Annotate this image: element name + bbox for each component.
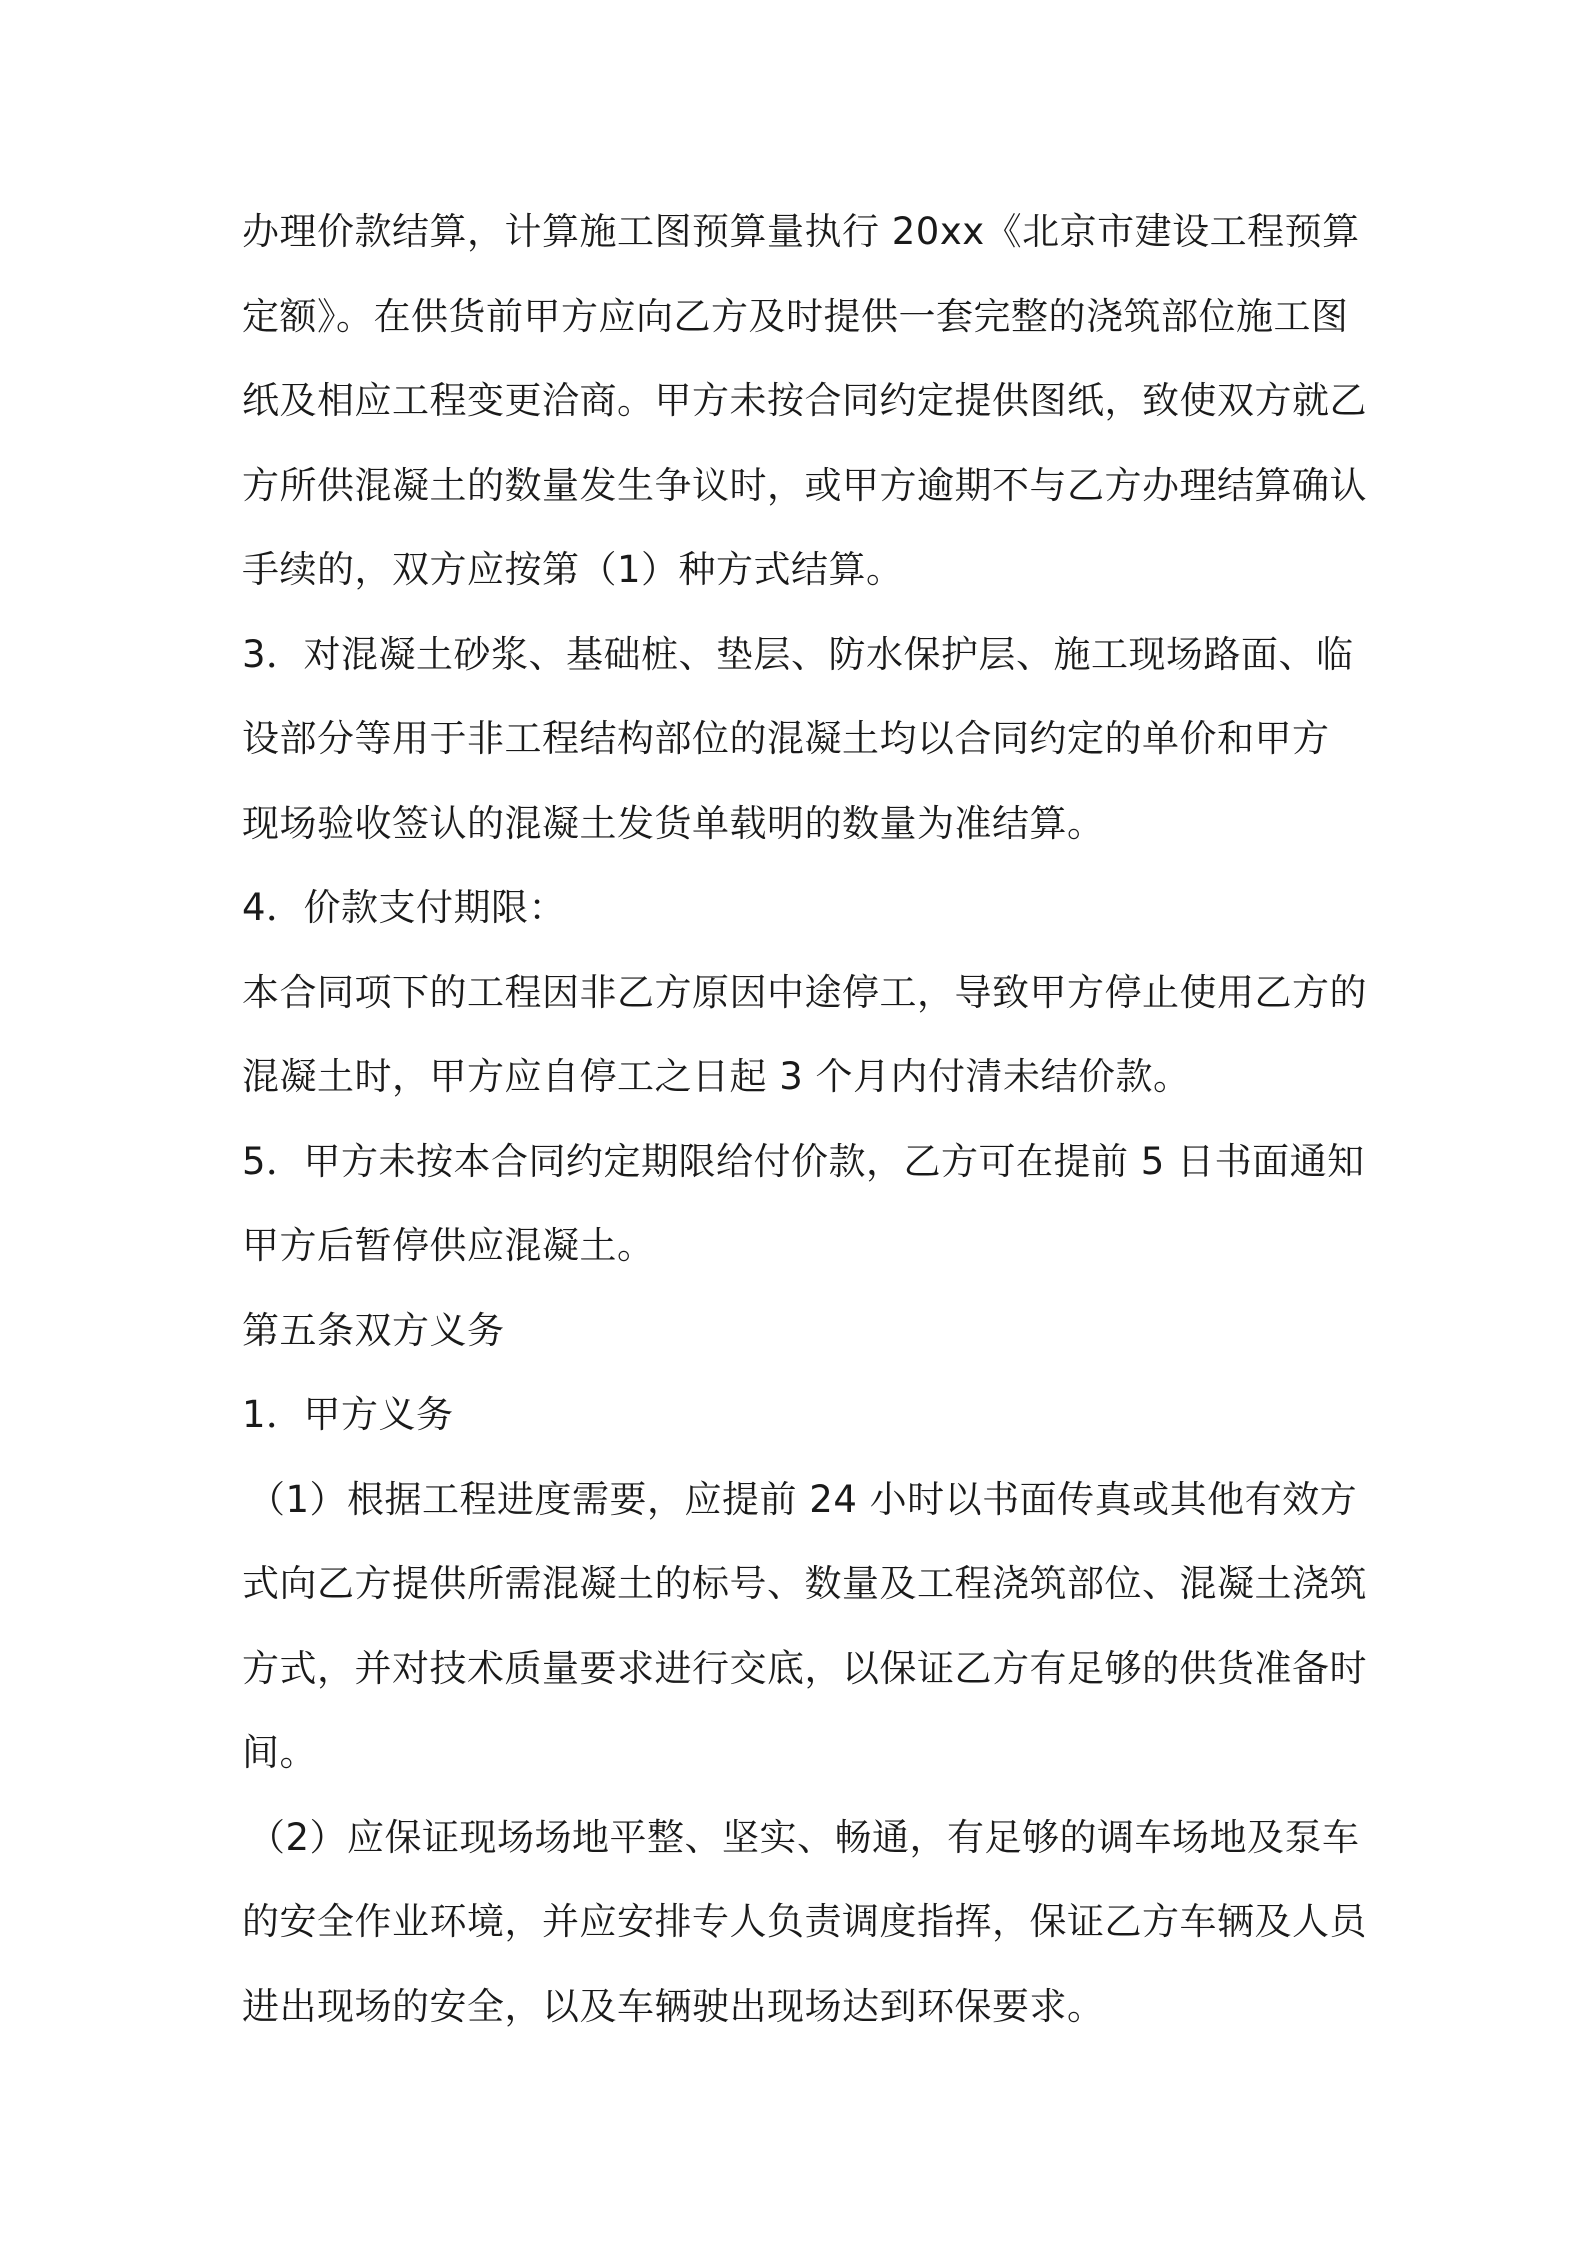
document-body <box>242 190 1367 2049</box>
text-line: 本合同项下的工程因非乙方原因中途停工，导致甲方停止使用乙方的 <box>242 970 1367 1014</box>
text-line: 甲方后暂停供应混凝土。 <box>242 1224 655 1267</box>
text-line: 设部分等用于非工程结构部位的混凝土均以合同约定的单价和甲方 <box>242 717 1330 760</box>
text-line: 4．价款支付期限： <box>242 886 567 929</box>
text-line: 办理价款结算，计算施工图预算量执行 20xx《北京市建设工程预算 <box>242 210 1360 253</box>
section-heading: 第五条双方义务 <box>242 1308 505 1352</box>
subsection-heading: 1．甲方义务 <box>242 1393 454 1436</box>
text-line: （1）根据工程进度需要，应提前 24 小时以书面传真或其他有效方 <box>248 1477 1358 1521</box>
text-line: 现场验收签认的混凝土发货单载明的数量为准结算。 <box>242 801 1105 845</box>
text-line: 纸及相应工程变更洽商。甲方未按合同约定提供图纸，致使双方就乙 <box>242 379 1367 422</box>
text-line: 3．对混凝土砂浆、基础桩、垫层、防水保护层、施工现场路面、临 <box>242 632 1354 676</box>
text-line: 的安全作业环境，并应安排专人负责调度指挥，保证乙方车辆及人员 <box>242 1900 1367 1943</box>
text-line: 方式，并对技术质量要求进行交底，以保证乙方有足够的供货准备时 <box>242 1646 1367 1690</box>
text-line: 混凝土时，甲方应自停工之日起 3 个月内付清未结价款。 <box>242 1055 1191 1098</box>
text-line: 方所供混凝土的数量发生争议时，或甲方逾期不与乙方办理结算确认 <box>242 463 1367 507</box>
text-line: 手续的，双方应按第（1）种方式结算。 <box>242 548 904 591</box>
text-line: 5．甲方未按本合同约定期限给付价款，乙方可在提前 5 日书面通知 <box>242 1139 1365 1183</box>
text-line: （2）应保证现场场地平整、坚实、畅通，有足够的调车场地及泵车 <box>248 1815 1360 1859</box>
text-line: 式向乙方提供所需混凝土的标号、数量及工程浇筑部位、混凝土浇筑 <box>242 1562 1367 1605</box>
text-line: 进出现场的安全，以及车辆驶出现场达到环保要求。 <box>242 1984 1105 2028</box>
text-line: 定额》。在供货前甲方应向乙方及时提供一套完整的浇筑部位施工图 <box>242 294 1349 338</box>
text-line: 间。 <box>242 1731 317 1774</box>
